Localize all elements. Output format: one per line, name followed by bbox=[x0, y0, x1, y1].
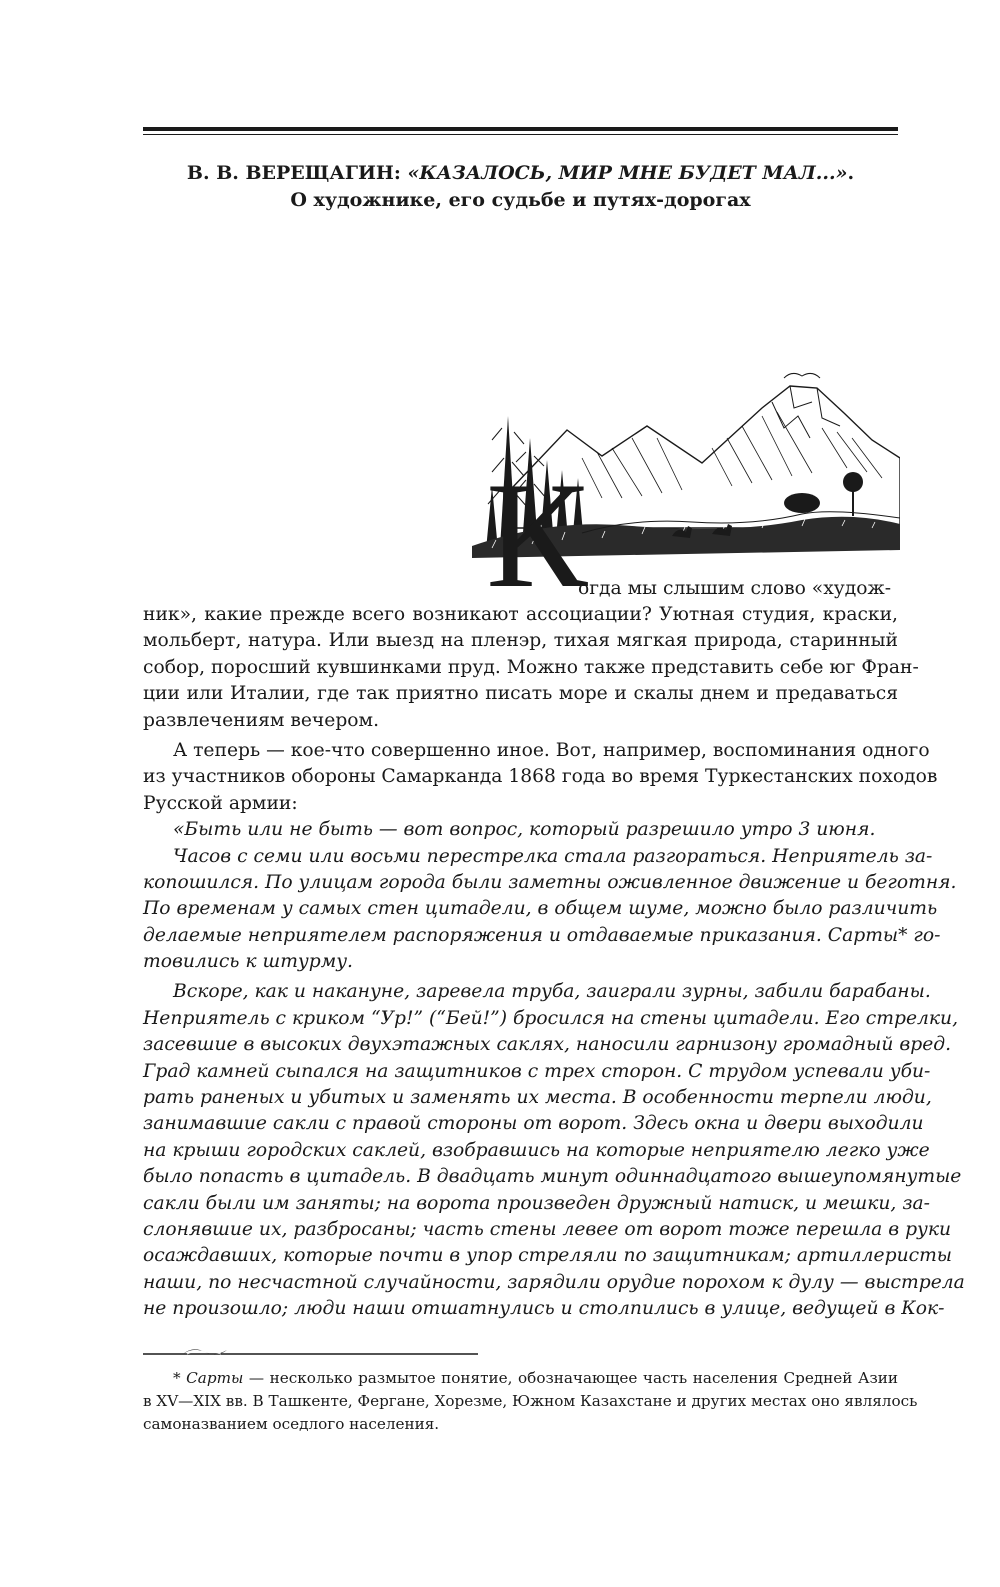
text-line: собор, поросший кувшинками пруд. Можно также представить себе юг Фран- bbox=[143, 656, 919, 678]
quote-line: Неприятель с криком “Ур!” (“Бей!”) бросился на стены цитадели. Его стрелки, bbox=[143, 1007, 959, 1029]
paragraph-first-line: огда мы слышим слово «худож- bbox=[578, 578, 892, 599]
text-line: Русской армии: bbox=[143, 792, 298, 814]
drop-cap: К bbox=[486, 451, 588, 619]
footnote-line: самоназванием оседлого населения. bbox=[143, 1415, 440, 1433]
quote-line: было попасть в цитадель. В двадцать минут одиннадцатого вышеупомянутые bbox=[143, 1166, 962, 1188]
chapter-title bbox=[143, 160, 898, 214]
quote-line: не произошло; люди наши отшатнулись и столпились в улице, ведущей в Кок- bbox=[143, 1298, 945, 1320]
text-line: ник», какие прежде всего возникают ассоциации? Уютная студия, краски, bbox=[143, 604, 898, 625]
footnote-ornament-rule bbox=[143, 1346, 478, 1362]
body-text bbox=[143, 602, 965, 1323]
footnote-line: в XV—XIX вв. В Ташкенте, Фергане, Хорезме, Южном Казахстане и других местах оно являлось bbox=[143, 1392, 918, 1410]
title-line-2: О художнике, его судьбе и путях-дорогах bbox=[290, 189, 751, 211]
quote-line: осаждавших, которые почти в упор стреляли по защитникам; артиллеристы bbox=[143, 1245, 953, 1267]
footnote-line: * Сарты — несколько размытое понятие, обозначающее часть населения Средней Азии bbox=[173, 1369, 898, 1387]
quote-line: занимавшие сакли с правой стороны от ворот. Здесь окна и двери выходили bbox=[143, 1113, 924, 1135]
text-line: ции или Италии, где так приятно писать море и скалы днем и предаваться bbox=[143, 683, 898, 705]
quote-line: Часов с семи или восьми перестрелка стала разгораться. Неприятель за- bbox=[173, 845, 933, 867]
text-line: А теперь — кое-что совершенно иное. Вот, например, воспоминания одного bbox=[173, 739, 930, 761]
text-line: из участников обороны Самарканда 1868 года во время Туркестанских походов bbox=[143, 766, 938, 788]
quote-line: «Быть или не быть — вот вопрос, который разрешило утро 3 июня. bbox=[173, 819, 876, 841]
top-rule-thin bbox=[143, 134, 898, 135]
text-line: развлечениям вечером. bbox=[143, 709, 380, 731]
footnote bbox=[143, 1367, 918, 1436]
quote-line: копошился. По улицам города были заметны оживленное движение и беготня. bbox=[143, 871, 957, 893]
quote-line: делаемые неприятелем распоряжения и отдаваемые приказания. Сарты* го- bbox=[143, 924, 941, 946]
quote-line: По временам у самых стен цитадели, в общем шуме, можно было различить bbox=[143, 898, 938, 920]
quote-line: Град камней сыпался на защитников с трех сторон. С трудом успевали уби- bbox=[143, 1060, 931, 1082]
text-line: мольберт, натура. Или выезд на пленэр, тихая мягкая природа, старинный bbox=[143, 630, 898, 652]
top-rule-thick bbox=[143, 127, 898, 131]
quote-line: сакли были им заняты; на ворота произведен дружный натиск, и мешки, за- bbox=[143, 1192, 930, 1214]
quote-line: наши, по несчастной случайности, зарядили орудие порохом к дулу — выстрела bbox=[143, 1271, 965, 1293]
quote-line: товились к штурму. bbox=[143, 951, 353, 973]
quote-line: засевшие в высоких двухэтажных саклях, наносили гарнизону громадный вред. bbox=[143, 1034, 952, 1056]
title-line-1: В. В. ВЕРЕЩАГИН: «КАЗАЛОСЬ, МИР МНЕ БУДЕТ МАЛ...». bbox=[186, 162, 855, 184]
quote-line: Вскоре, как и накануне, заревела труба, заиграли зурны, забили барабаны. bbox=[173, 981, 931, 1003]
quote-line: рать раненых и убитых и заменять их места. В особенности терпели люди, bbox=[143, 1087, 932, 1109]
quote-line: на крыши городских саклей, взобравшись на которые неприятелю легко уже bbox=[143, 1139, 930, 1161]
quote-line: слонявшие их, разбросаны; часть стены левее от ворот тоже перешла в руки bbox=[143, 1218, 952, 1240]
